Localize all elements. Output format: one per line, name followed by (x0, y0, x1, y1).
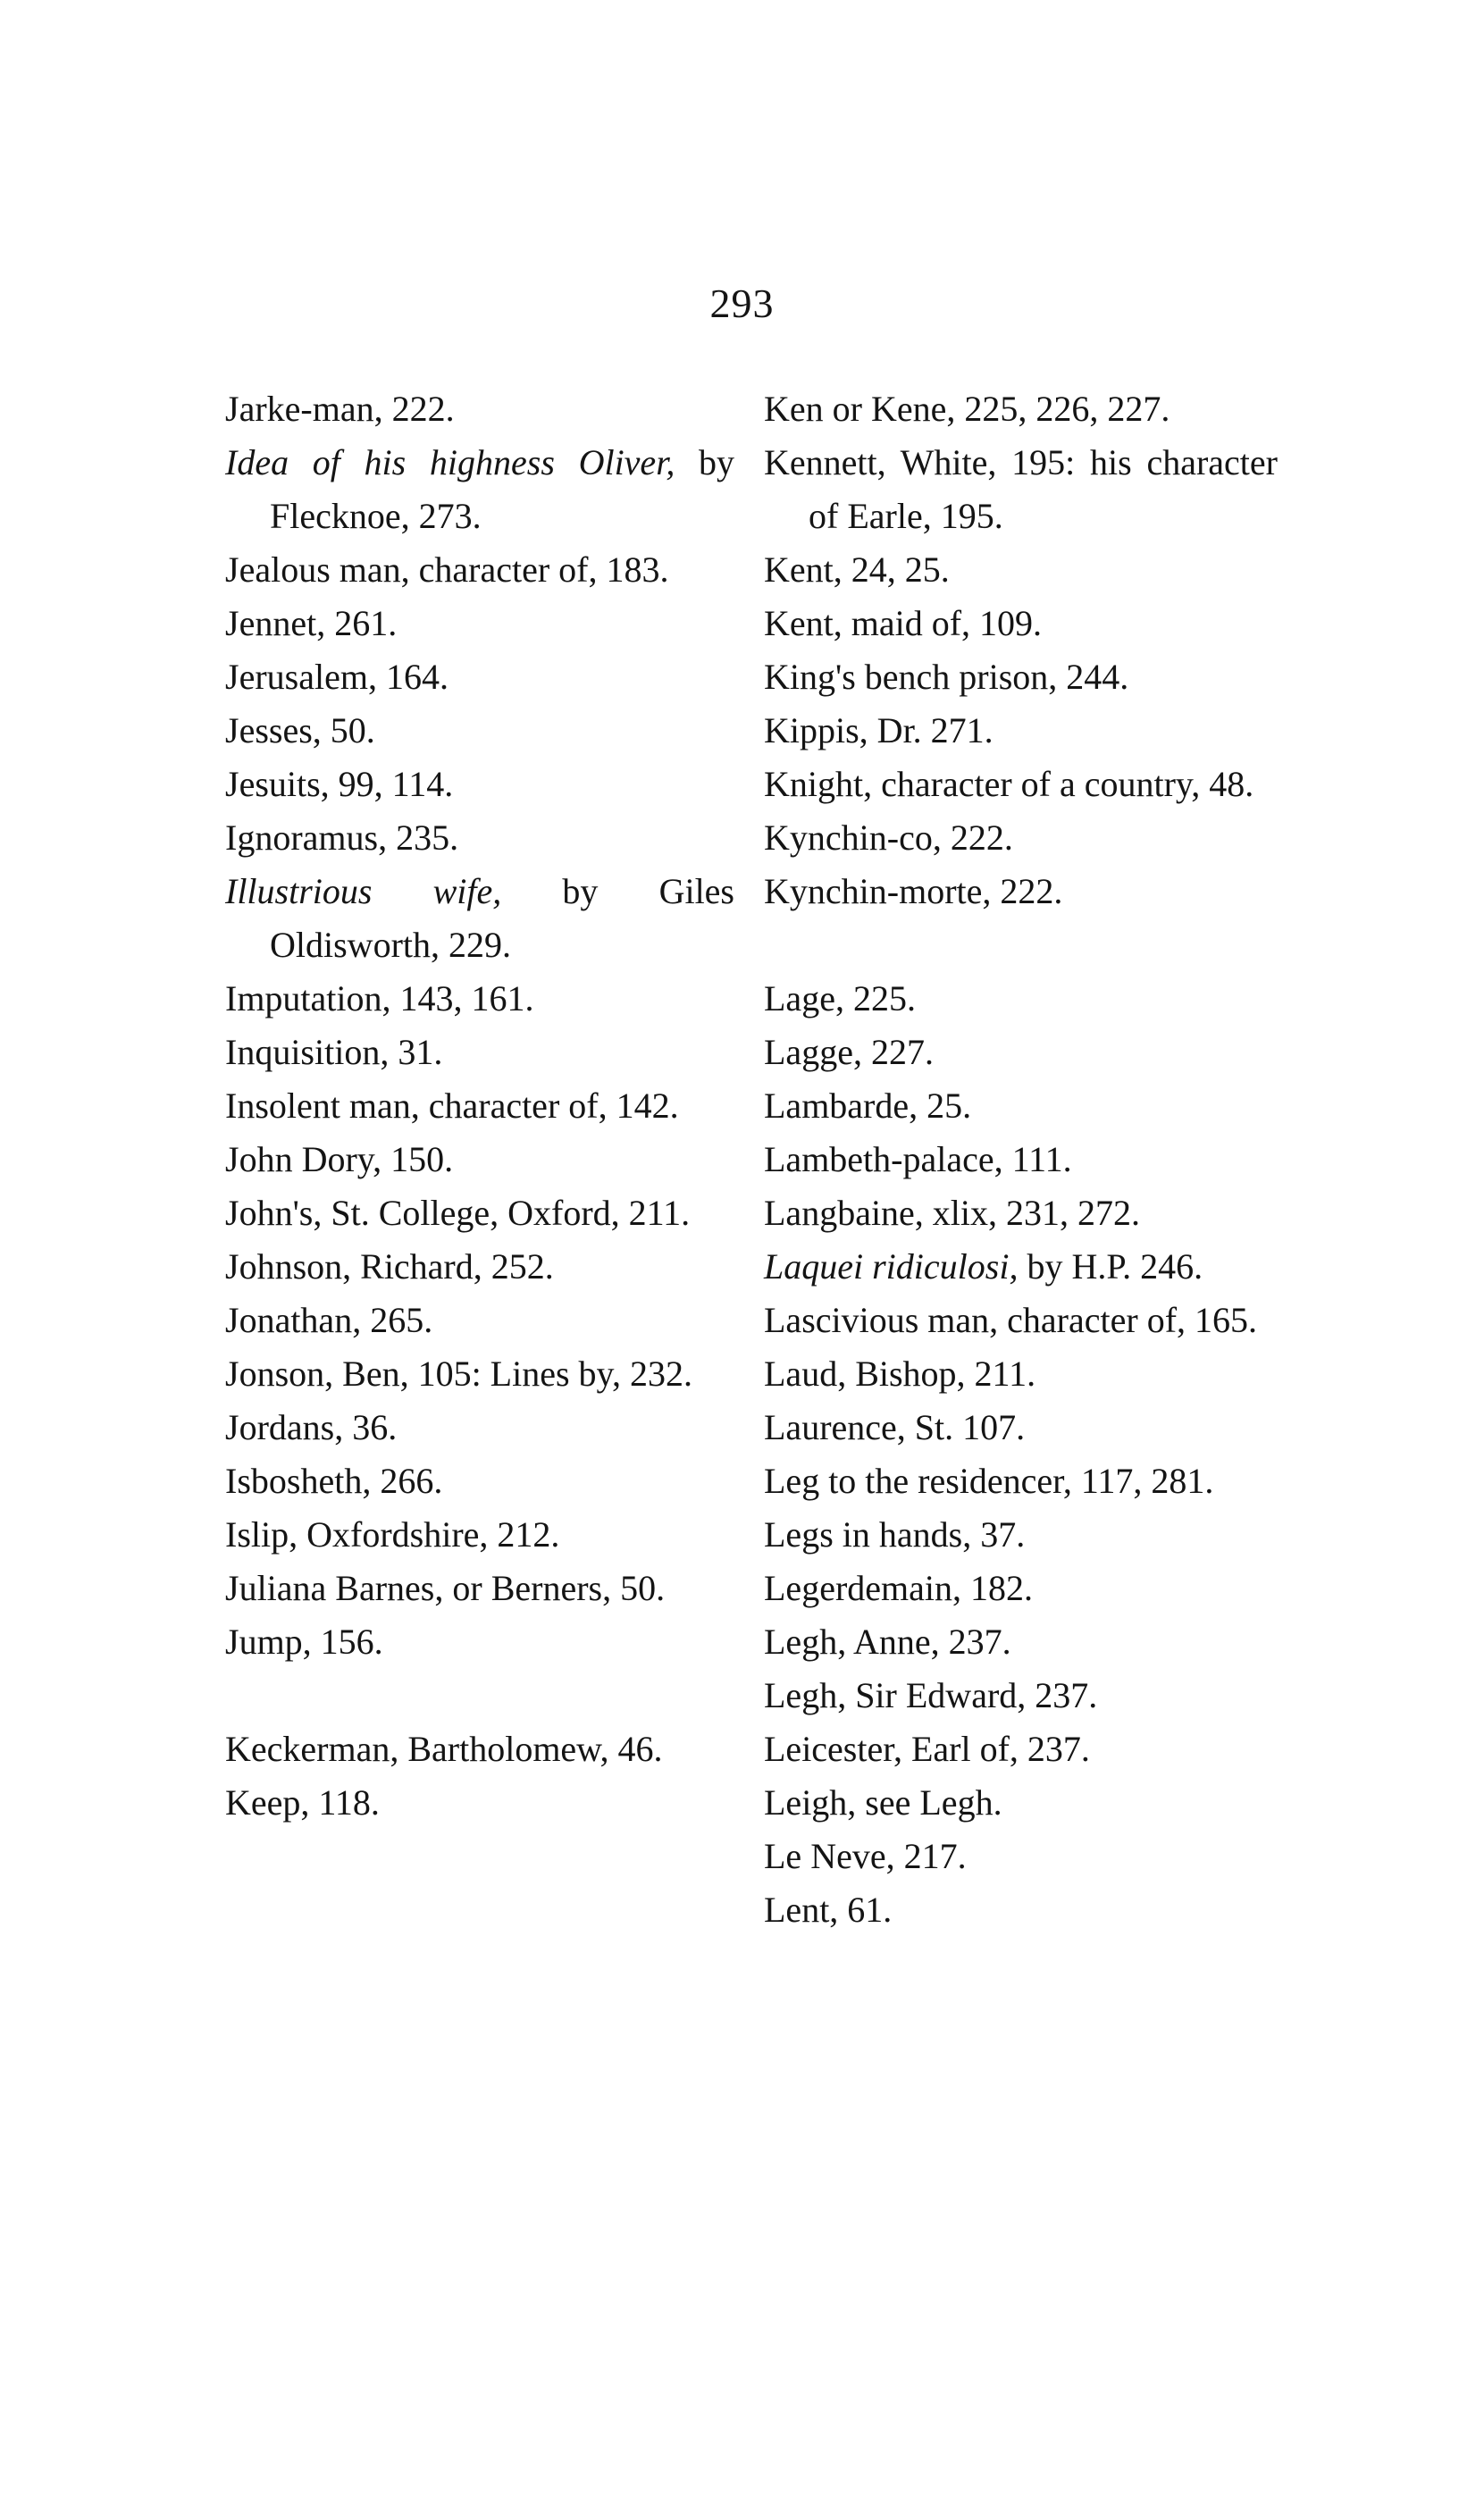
index-entry: Kynchin-morte, 222. (764, 871, 1063, 911)
index-entry: Ignoramus, 235. (225, 817, 459, 858)
index-entry: Jesses, 50. (225, 710, 375, 750)
index-entry: Lambarde, 25. (764, 1086, 972, 1126)
index-entry: Jonson, Ben, 105: Lines by, 232. (225, 1354, 692, 1394)
index-entry: Laud, Bishop, 211. (764, 1354, 1036, 1394)
index-entry: Leicester, Earl of, 237. (764, 1729, 1090, 1769)
index-entry: Legh, Sir Edward, 237. (764, 1675, 1098, 1715)
index-entry: Isbosheth, 266. (225, 1461, 443, 1501)
index-entry (764, 1240, 1278, 1294)
index-entry: Leg to the residencer, 117, 281. (764, 1461, 1214, 1501)
index-entry: Legs in hands, 37. (764, 1514, 1026, 1555)
index-entry: Kennett, White, 195: his character of Earle, 195. (764, 442, 1278, 536)
index-entry: Jerusalem, 164. (225, 657, 449, 697)
index-entry: Johnson, Richard, 252. (225, 1246, 554, 1287)
index-entry: Keckerman, Bartholomew, 46. (225, 1729, 663, 1769)
index-entry: Legerdemain, 182. (764, 1568, 1033, 1608)
index-entry: Jesuits, 99, 114. (225, 764, 454, 804)
index-entry: Knight, character of a country, 48. (764, 764, 1254, 804)
work-title: Idea of his highness Oliver, (225, 442, 675, 482)
index-entry: Le Neve, 217. (764, 1836, 967, 1876)
index-entry: Langbaine, xlix, 231, 272. (764, 1193, 1141, 1233)
index-entry: John Dory, 150. (225, 1139, 454, 1179)
index-entry: Jarke-man, 222. (225, 389, 455, 429)
index-entry: Laurence, St. 107. (764, 1407, 1026, 1447)
index-entry: Lage, 225. (764, 978, 916, 1018)
index-entry: Lagge, 227. (764, 1032, 934, 1072)
work-title: Laquei ridiculosi, (764, 1246, 1019, 1287)
index-entry: Lambeth-palace, 111. (764, 1139, 1072, 1179)
index-entry: Lent, 61. (764, 1890, 893, 1930)
index-entry: Islip, Oxfordshire, 212. (225, 1514, 560, 1555)
index-entry: Ken or Kene, 225, 226, 227. (764, 389, 1170, 429)
index-entry: Leigh, see Legh. (764, 1782, 1002, 1823)
page-number: 293 (709, 281, 775, 326)
index-entry: Keep, 118. (225, 1782, 380, 1823)
index-entry: Insolent man, character of, 142. (225, 1086, 679, 1126)
index-entry: Kent, maid of, 109. (764, 603, 1043, 643)
entry-text: by Giles Oldisworth, 229. (270, 871, 734, 965)
index-entry: Kynchin-co, 222. (764, 817, 1013, 858)
index-entry: Lascivious man, character of, 165. (764, 1300, 1258, 1340)
work-title: Illustrious wife, (225, 871, 502, 911)
index-entry (225, 865, 734, 972)
section-gap (764, 918, 1278, 972)
index-entry: King's bench prison, 244. (764, 657, 1129, 697)
index-entry: Legh, Anne, 237. (764, 1622, 1011, 1662)
index-entry (225, 436, 734, 543)
entry-text: by Flecknoe, 273. (270, 442, 735, 536)
index-entry: Kent, 24, 25. (764, 549, 950, 590)
index-entry: John's, St. College, Oxford, 211. (225, 1193, 691, 1233)
index-entry: Juliana Barnes, or Berners, 50. (225, 1568, 666, 1608)
index-entry: Jennet, 261. (225, 603, 398, 643)
section-gap (225, 1669, 734, 1723)
index-entry: Jealous man, character of, 183. (225, 549, 669, 590)
index-entry: Inquisition, 31. (225, 1032, 443, 1072)
index-column-left (225, 382, 734, 1830)
index-entry: Jordans, 36. (225, 1407, 398, 1447)
index-column-right (764, 382, 1278, 1937)
index-entry: Jump, 156. (225, 1622, 383, 1662)
entry-text: by H.P. 246. (1018, 1246, 1203, 1287)
index-entry: Imputation, 143, 161. (225, 978, 534, 1018)
index-entry: Kippis, Dr. 271. (764, 710, 994, 750)
index-entry: Jonathan, 265. (225, 1300, 433, 1340)
